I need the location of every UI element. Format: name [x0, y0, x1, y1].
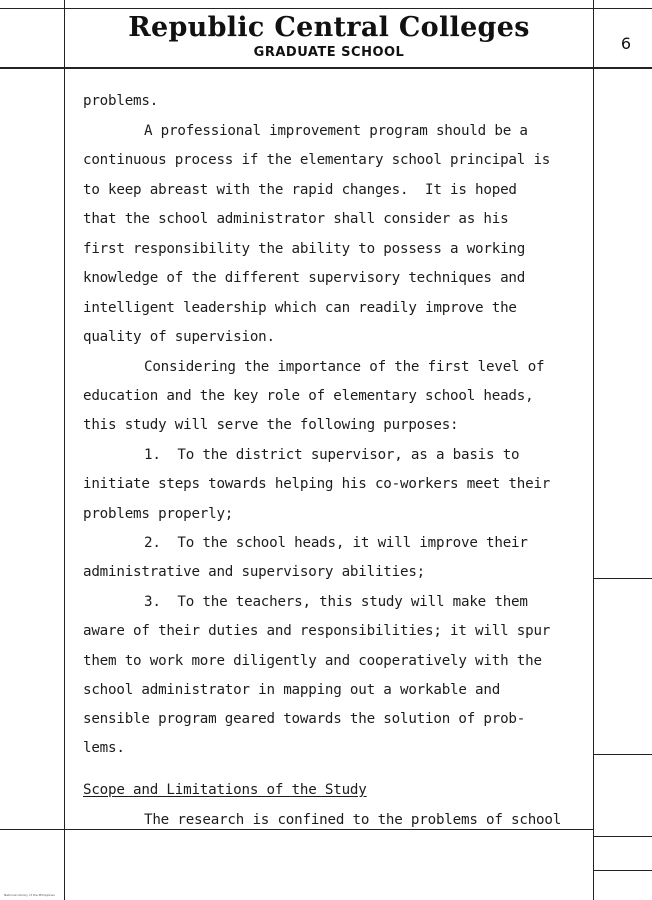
section-heading: Scope and Limitations of the Study: [83, 782, 367, 798]
right-column-rule-3: [593, 836, 652, 837]
body-line: problems.: [83, 93, 159, 109]
right-column-rule-4: [593, 870, 652, 871]
body-line: problems properly;: [83, 506, 234, 522]
right-column-rule: [593, 578, 652, 579]
body-line: knowledge of the different supervisory techniques and: [83, 270, 526, 286]
body-line: continuous process if the elementary school principal is: [83, 152, 551, 168]
page-number: 6: [620, 34, 632, 53]
right-column-rule-2: [593, 754, 652, 755]
body-line: The research is confined to the problems of school: [144, 812, 562, 828]
body-line: 1. To the district supervisor, as a basis to: [144, 447, 520, 463]
body-line: this study will serve the following purposes:: [83, 417, 459, 433]
library-watermark: National Library of the Philippines: [4, 893, 55, 897]
body-line: that the school administrator shall consider as his: [83, 211, 509, 227]
right-margin-line: [593, 0, 594, 900]
body-line: Considering the importance of the first level of: [144, 359, 545, 375]
school-subtitle: GRADUATE SCHOOL: [253, 45, 405, 60]
body-line: aware of their duties and responsibilities; it will spur: [83, 623, 551, 639]
header-rule: [0, 67, 652, 69]
body-line: education and the key role of elementary school heads,: [83, 388, 534, 404]
body-line: initiate steps towards helping his co-workers meet their: [83, 476, 551, 492]
body-line: intelligent leadership which can readily improve the: [83, 300, 517, 316]
body-line: sensible program geared towards the solution of prob-: [83, 711, 526, 727]
body-line: to keep abreast with the rapid changes. It is hoped: [83, 182, 517, 198]
top-border: [0, 8, 652, 9]
college-name: Republic Central Colleges: [128, 12, 530, 43]
body-line: A professional improvement program should be a: [144, 123, 528, 139]
body-line: lems.: [83, 740, 125, 756]
body-line: first responsibility the ability to possess a working: [83, 241, 526, 257]
body-line: 2. To the school heads, it will improve their: [144, 535, 528, 551]
body-line: school administrator in mapping out a workable and: [83, 682, 501, 698]
body-line: 3. To the teachers, this study will make them: [144, 594, 528, 610]
body-line: administrative and supervisory abilities;: [83, 564, 426, 580]
bottom-rule: [0, 829, 593, 830]
body-line: quality of supervision.: [83, 329, 275, 345]
body-line: them to work more diligently and cooperatively with the: [83, 653, 542, 669]
left-margin-line: [64, 0, 65, 900]
